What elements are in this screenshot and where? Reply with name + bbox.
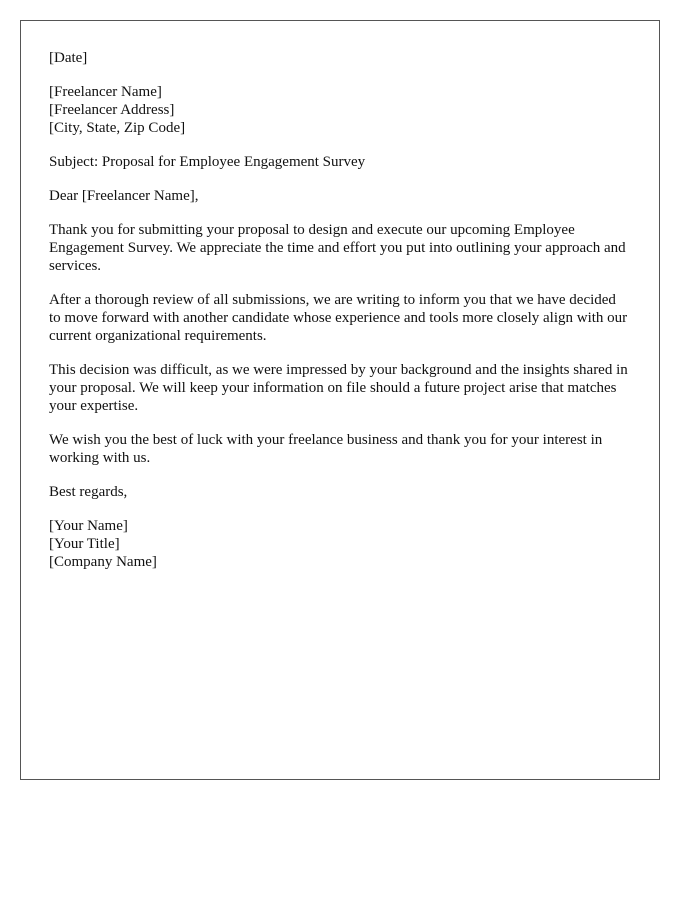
salutation: Dear [Freelancer Name],	[49, 188, 199, 204]
letter-date: [Date]	[49, 50, 88, 66]
recipient-block	[49, 83, 631, 137]
paragraph-decision: After a thorough review of all submissions, we are writing to inform you that we have decided to move forward with another candidate whose experience and tools more closely align with our current organizational requirements.	[49, 292, 628, 344]
signature-name: [Your Name]	[49, 518, 128, 534]
recipient-name: [Freelancer Name]	[49, 84, 162, 100]
letter-page	[20, 20, 660, 780]
paragraph-thanks: Thank you for submitting your proposal to design and execute our upcoming Employee Engagement Survey. We appreciate the time and effort you put into outlining your approach and services.	[49, 222, 626, 274]
closing-block	[49, 483, 631, 501]
paragraph-wishes: We wish you the best of luck with your freelance business and thank you for your interest in working with us.	[49, 432, 603, 466]
salutation-block	[49, 187, 631, 205]
recipient-city-line: [City, State, Zip Code]	[49, 120, 186, 136]
date-block	[49, 49, 631, 67]
signature-title: [Your Title]	[49, 536, 120, 552]
recipient-address: [Freelancer Address]	[49, 102, 175, 118]
paragraph-file: This decision was difficult, as we were impressed by your background and the insights shared in your proposal. We will keep your information on file should a future project arise that matches your expertise.	[49, 362, 628, 414]
subject-block	[49, 153, 631, 171]
signature-block	[49, 517, 631, 571]
subject-line: Subject: Proposal for Employee Engagement Survey	[49, 154, 366, 170]
closing: Best regards,	[49, 484, 128, 500]
signature-company: [Company Name]	[49, 554, 157, 570]
